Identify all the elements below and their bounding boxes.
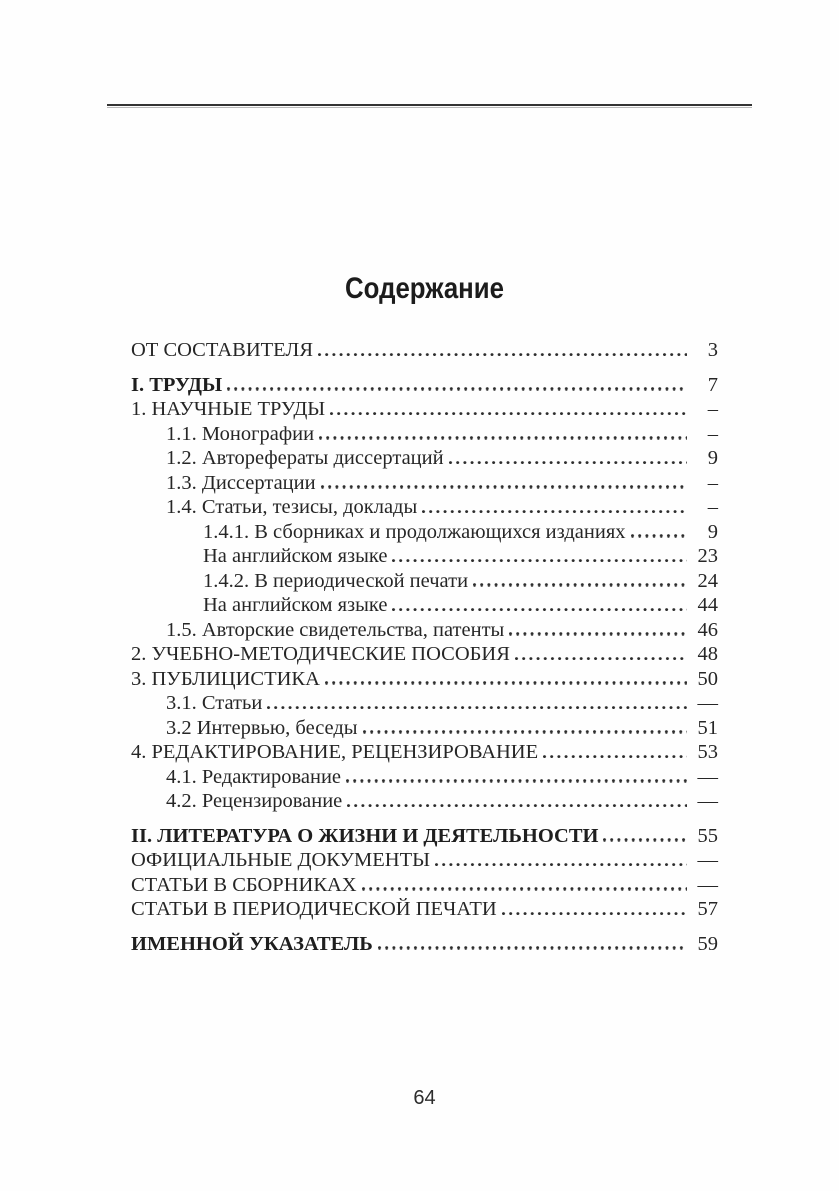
toc-entry-label: На английском языке bbox=[203, 545, 388, 567]
toc-entry-label: 3. ПУБЛИЦИСТИКА bbox=[131, 667, 320, 690]
toc-entry-page: 24 bbox=[697, 569, 718, 592]
page-title: Содержание bbox=[345, 272, 504, 305]
dot-leader bbox=[319, 436, 687, 439]
toc-entry-page: – bbox=[707, 471, 718, 494]
toc-entry bbox=[131, 618, 718, 643]
toc-entry-label: II. ЛИТЕРАТУРА О ЖИЗНИ И ДЕЯТЕЛЬНОСТИ bbox=[131, 824, 599, 847]
toc-entry bbox=[131, 667, 718, 692]
toc-entry-page: 3 bbox=[707, 339, 718, 361]
toc-entry bbox=[131, 544, 718, 569]
toc-entry-label: 1.3. Диссертации bbox=[166, 471, 316, 494]
dot-leader bbox=[473, 583, 687, 586]
toc-entry-page: — bbox=[697, 692, 718, 714]
toc-entry bbox=[131, 569, 718, 594]
toc-entry-page: — bbox=[697, 790, 718, 812]
toc-entry bbox=[131, 397, 718, 422]
toc-entry-page: 53 bbox=[697, 741, 718, 763]
dot-leader bbox=[422, 510, 687, 513]
toc-entry-label: 1. НАУЧНЫЕ ТРУДЫ bbox=[131, 398, 326, 420]
toc-entry-label: 1.4.2. В периодической печати bbox=[203, 569, 469, 592]
toc-entry-page: – bbox=[707, 422, 718, 445]
toc-entry-label: 3.2 Интервью, беседы bbox=[166, 716, 358, 739]
toc-entry bbox=[131, 593, 718, 618]
dot-leader bbox=[362, 887, 687, 890]
header-rule bbox=[107, 104, 752, 108]
dot-leader bbox=[631, 534, 687, 537]
dot-leader bbox=[515, 657, 687, 660]
toc-entry bbox=[131, 716, 718, 741]
toc-entry bbox=[131, 789, 718, 814]
dot-leader bbox=[227, 387, 687, 390]
toc-entry-label: ОФИЦИАЛЬНЫЕ ДОКУМЕНТЫ bbox=[131, 849, 430, 871]
toc-entry bbox=[131, 897, 718, 922]
toc-entry-page: 9 bbox=[707, 520, 718, 543]
toc-entry-page: 59 bbox=[697, 932, 718, 955]
toc-entry bbox=[131, 495, 718, 520]
toc-entry-label: 4.2. Рецензирование bbox=[166, 790, 343, 812]
toc-entry-label: 1.1. Монографии bbox=[166, 422, 315, 445]
toc-entry-label: 1.2. Авторефераты диссертаций bbox=[166, 447, 444, 469]
toc-entry-label: I. ТРУДЫ bbox=[131, 373, 223, 396]
toc-entry-label: 2. УЧЕБНО-МЕТОДИЧЕСКИЕ ПОСОБИЯ bbox=[131, 643, 510, 665]
toc-entry bbox=[131, 422, 718, 447]
toc-entry-label: 1.4. Статьи, тезисы, доклады bbox=[166, 496, 418, 518]
toc-entry-page: – bbox=[707, 496, 718, 518]
dot-leader bbox=[321, 485, 687, 488]
toc-entry bbox=[131, 338, 718, 363]
toc-entry-label: 3.1. Статьи bbox=[166, 692, 263, 714]
toc-entry-page: 50 bbox=[697, 667, 718, 690]
toc-entry bbox=[131, 471, 718, 496]
table-of-contents bbox=[131, 338, 718, 956]
dot-leader bbox=[378, 946, 687, 949]
toc-entry-page: 48 bbox=[697, 643, 718, 665]
toc-entry-page: 9 bbox=[707, 447, 718, 469]
toc-entry-page: 51 bbox=[697, 716, 718, 739]
toc-entry-page: 44 bbox=[697, 594, 718, 616]
toc-entry bbox=[131, 932, 718, 957]
toc-entry-label: СТАТЬИ В СБОРНИКАХ bbox=[131, 873, 357, 896]
toc-entry-label: ИМЕННОЙ УКАЗАТЕЛЬ bbox=[131, 932, 373, 955]
dot-leader bbox=[363, 730, 687, 733]
toc-entry bbox=[131, 873, 718, 898]
toc-entry bbox=[131, 373, 718, 398]
toc-entry-page: — bbox=[697, 765, 718, 788]
dot-leader bbox=[502, 912, 687, 915]
toc-entry-page: 55 bbox=[697, 824, 718, 847]
toc-entry-page: – bbox=[707, 398, 718, 420]
dot-leader bbox=[325, 681, 687, 684]
toc-entry-label: 1.5. Авторские свидетельства, патенты bbox=[166, 618, 505, 641]
dot-leader bbox=[392, 608, 687, 611]
dot-leader bbox=[347, 804, 687, 807]
toc-entry-page: — bbox=[697, 849, 718, 871]
dot-leader bbox=[435, 863, 687, 866]
toc-entry bbox=[131, 824, 718, 849]
dot-leader bbox=[509, 632, 687, 635]
dot-leader bbox=[330, 412, 687, 415]
toc-entry-page: 7 bbox=[707, 373, 718, 396]
toc-entry-label: 4. РЕДАКТИРОВАНИЕ, РЕЦЕНЗИРОВАНИЕ bbox=[131, 741, 539, 763]
toc-entry bbox=[131, 520, 718, 545]
toc-entry-label: 1.4.1. В сборниках и продолжающихся изданиях bbox=[203, 520, 626, 543]
toc-entry-page: — bbox=[697, 873, 718, 896]
toc-entry bbox=[131, 642, 718, 667]
dot-leader bbox=[449, 461, 687, 464]
dot-leader bbox=[603, 838, 687, 841]
toc-entry-page: 57 bbox=[697, 898, 718, 920]
toc-entry-label: На английском языке bbox=[203, 594, 388, 616]
toc-entry-page: 46 bbox=[697, 618, 718, 641]
toc-entry bbox=[131, 691, 718, 716]
dot-leader bbox=[392, 559, 687, 562]
dot-leader bbox=[346, 779, 687, 782]
toc-entry-label: 4.1. Редактирование bbox=[166, 765, 342, 788]
toc-entry bbox=[131, 848, 718, 873]
toc-entry bbox=[131, 446, 718, 471]
dot-leader bbox=[267, 706, 687, 709]
dot-leader bbox=[318, 353, 687, 356]
toc-entry-label: СТАТЬИ В ПЕРИОДИЧЕСКОЙ ПЕЧАТИ bbox=[131, 898, 497, 920]
toc-entry bbox=[131, 765, 718, 790]
dot-leader bbox=[543, 755, 687, 758]
toc-entry-label: ОТ СОСТАВИТЕЛЯ bbox=[131, 339, 313, 361]
toc-entry bbox=[131, 740, 718, 765]
page-number: 64 bbox=[413, 1087, 436, 1109]
toc-entry-page: 23 bbox=[697, 545, 718, 567]
